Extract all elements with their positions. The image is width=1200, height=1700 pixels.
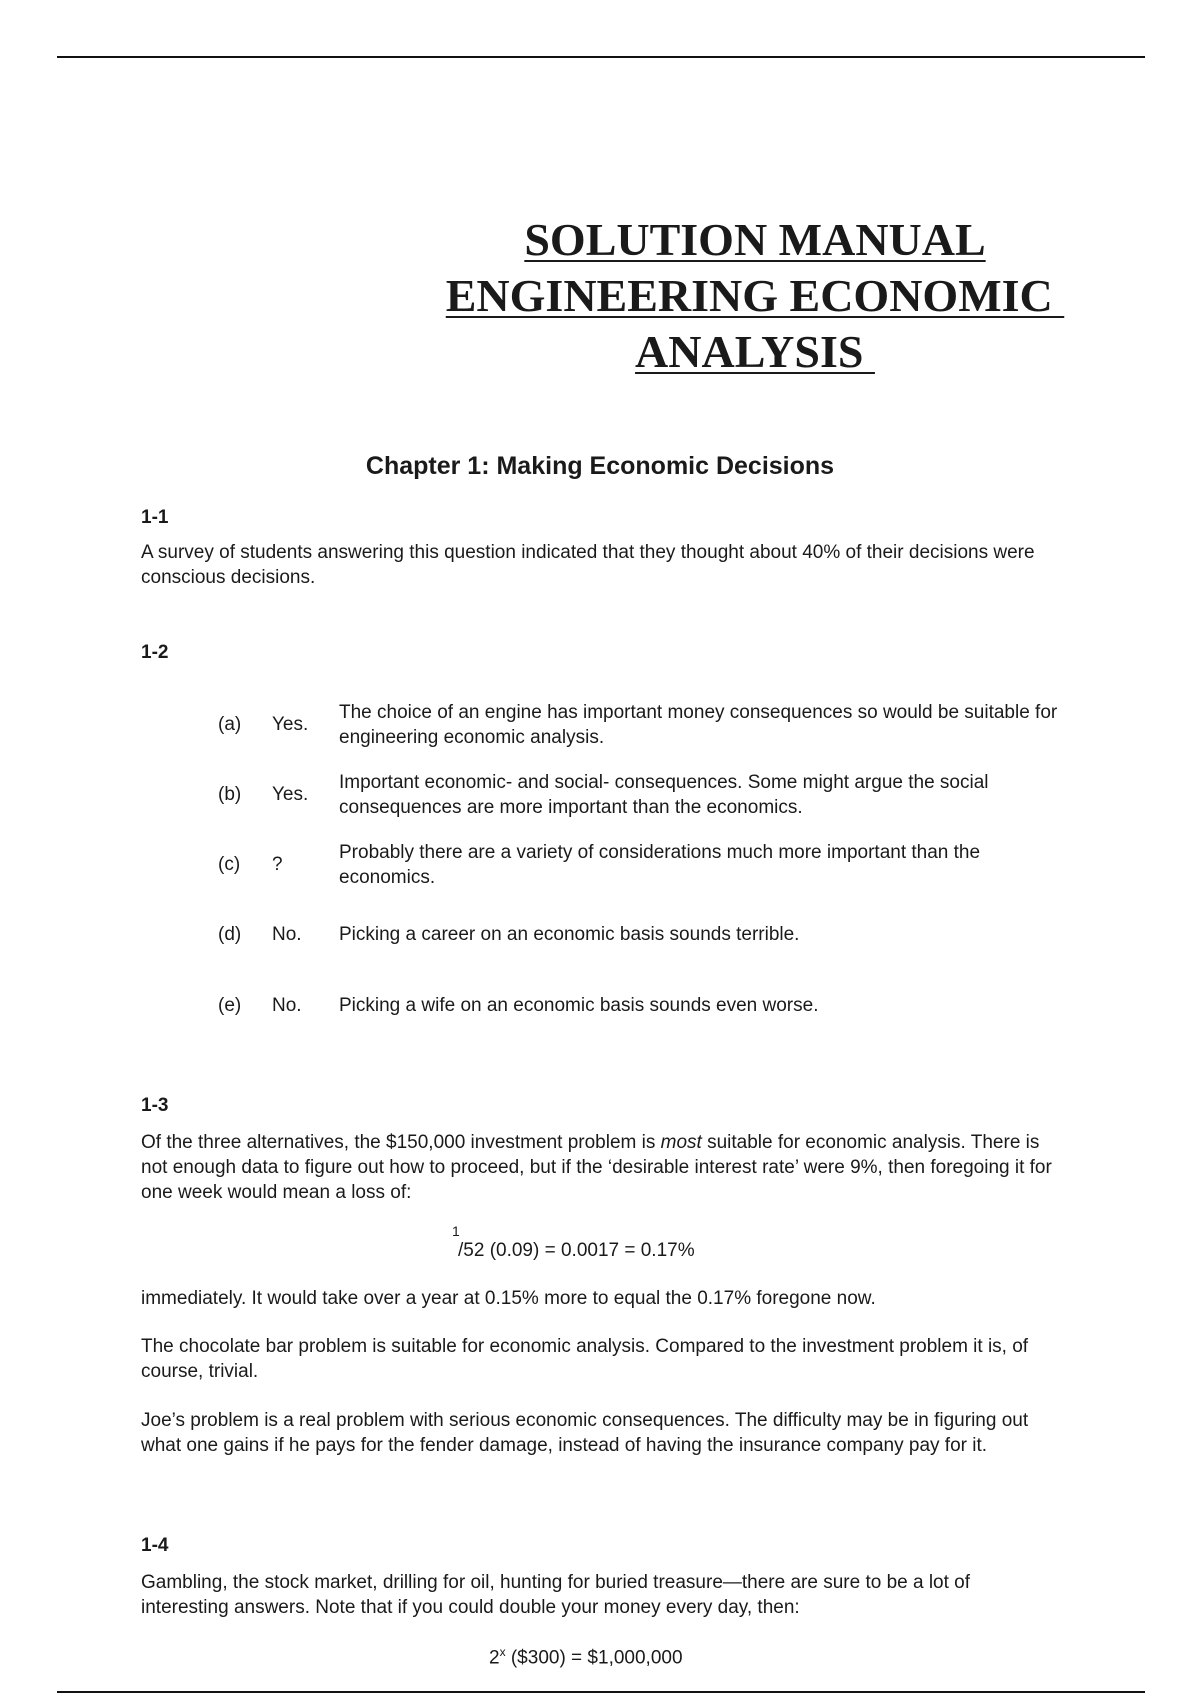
item-answer: Yes. (272, 714, 309, 735)
item-answer: No. (272, 995, 302, 1016)
section-heading-1-4: 1-4 (141, 1535, 169, 1556)
equation-rest: ($300) = $1,000,000 (505, 1647, 683, 1669)
emphasis-text: most (660, 1132, 702, 1153)
item-answer: No. (272, 924, 302, 945)
item-label: (e) (218, 995, 242, 1016)
item-answer: Yes. (272, 784, 309, 805)
item-text: Important economic- and social- consequences. Some might argue the social consequences are more important than the economics. (339, 772, 989, 818)
item-text: Picking a career on an economic basis sounds terrible. (339, 924, 800, 945)
text-run: suitable for economic analysis. There is not enough data to figure out how to proceed, but if the ‘desirable interest rate’ were 9%, then foregoing it for one week would mean a loss of: (141, 1132, 1052, 1203)
item-text: Picking a wife on an economic basis sounds even worse. (339, 995, 819, 1016)
item-label: (d) (218, 924, 242, 945)
item-text: The choice of an engine has important money consequences so would be suitable for engineering economic analysis. (339, 702, 1058, 748)
list-item (218, 981, 1058, 1031)
section-1-3-paragraph-4: Joe’s problem is a real problem with serious economic consequences. The difficulty may be in figuring out what one gains if he pays for the fender damage, instead of having the insurance company pay for it. (141, 1410, 1029, 1456)
title-line-3: ANALYSIS (635, 326, 875, 377)
title-line-1: SOLUTION MANUAL (524, 214, 986, 265)
chapter-title: Chapter 1: Making Economic Decisions (365, 452, 835, 480)
section-1-1-text: A survey of students answering this question indicated that they thought about 40% of their decisions were conscious decisions. (141, 542, 1035, 588)
top-rule (57, 56, 1145, 58)
section-1-3-paragraph-3: The chocolate bar problem is suitable for economic analysis. Compared to the investment problem it is, of course, trivial. (141, 1336, 1029, 1382)
item-label: (c) (218, 854, 241, 875)
item-label: (b) (218, 784, 242, 805)
list-item (218, 840, 1058, 890)
item-text: Probably there are a variety of considerations much more important than the economics. (339, 842, 981, 888)
doubling-equation (489, 1645, 683, 1669)
section-1-3-paragraph-2: immediately. It would take over a year at 0.15% more to equal the 0.17% foregone now. (141, 1288, 876, 1309)
equation-base: 2 (489, 1647, 500, 1669)
equation-exponent: x (499, 1645, 506, 1659)
list-item (218, 770, 1058, 820)
title-line-2: ENGINEERING ECONOMIC (445, 270, 1065, 321)
loss-equation: /52 (0.09) = 0.0017 = 0.17% (458, 1240, 695, 1261)
list-item (218, 910, 1058, 960)
item-answer: ? (272, 854, 283, 875)
document-title (395, 212, 1115, 380)
section-1-3-paragraph-1 (141, 1130, 1061, 1205)
section-1-4-text: Gambling, the stock market, drilling for oil, hunting for buried treasure—there are sure to be a lot of interesting answers. Note that if you could double your money every day, then: (141, 1572, 971, 1618)
fraction-numerator: 1 (452, 1223, 460, 1239)
bottom-rule (57, 1691, 1145, 1693)
section-heading-1-2: 1-2 (141, 642, 169, 663)
text-run: Of the three alternatives, the $150,000 investment problem is (141, 1132, 661, 1153)
item-label: (a) (218, 714, 242, 735)
section-heading-1-3: 1-3 (141, 1095, 169, 1116)
section-heading-1-1: 1-1 (141, 507, 169, 528)
list-item (218, 700, 1058, 750)
